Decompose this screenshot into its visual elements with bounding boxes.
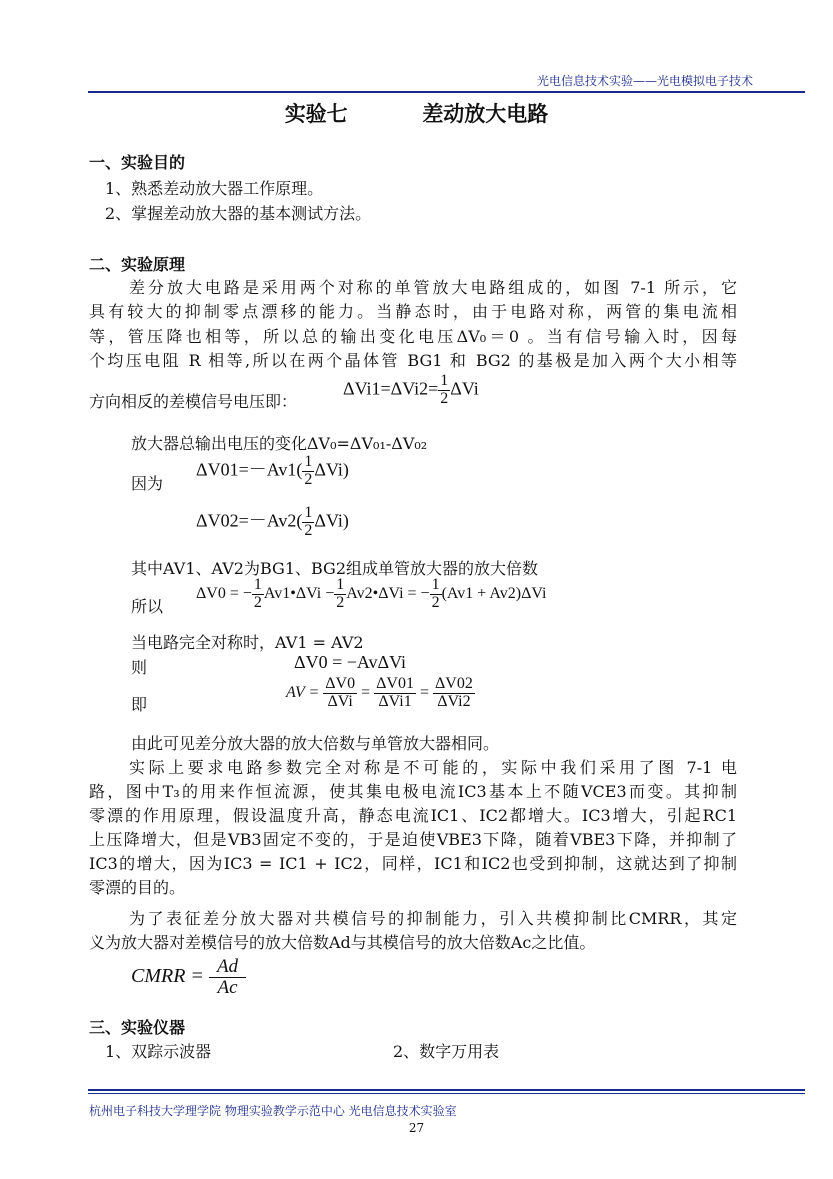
eq1-left: ΔVi1=ΔVi2= bbox=[343, 378, 439, 399]
conclusion-text: 由此可见差分放大器的放大倍数与单管放大器相同。 bbox=[131, 734, 500, 753]
eq4-frac2-num: 1 bbox=[336, 576, 345, 593]
eq6-f2n: ΔV01 bbox=[376, 675, 414, 692]
para3-last: 义为放大器对差模信号的放大倍数Ad与其模信号的放大倍数Ac之比值。 bbox=[89, 933, 596, 952]
header-rule bbox=[88, 91, 805, 93]
equation-1 bbox=[343, 373, 479, 408]
equation-2 bbox=[196, 454, 349, 489]
cmrr-num: Ad bbox=[209, 957, 246, 978]
eq4-frac3-num: 1 bbox=[431, 576, 440, 593]
title-part2: 差动放大电路 bbox=[422, 102, 549, 126]
eq6-f1d: ΔVi bbox=[327, 692, 353, 710]
page-number: 27 bbox=[408, 1121, 425, 1135]
para2-line2: 路，图中T₃的用来作恒流源，使其集电极电流IC3基本上不随VCE3而变。其抑制 bbox=[89, 782, 737, 801]
eq4-a: ΔV0 = − bbox=[196, 584, 252, 602]
para1-last: 方向相反的差模信号电压即： bbox=[89, 392, 298, 411]
footer-rule-thin bbox=[88, 1093, 805, 1094]
section3-heading: 三、实验仪器 bbox=[89, 1018, 186, 1037]
section2-heading: 二、实验原理 bbox=[89, 255, 186, 274]
para1-line3: 等，管压降也相等，所以总的输出变化电压ΔV₀＝0 。当有信号输入时，因每 bbox=[89, 327, 737, 346]
eq4-frac1-den: 2 bbox=[253, 593, 262, 611]
eq3-num: 1 bbox=[304, 504, 313, 521]
equation-3 bbox=[196, 505, 349, 540]
eq4-b: Av1•ΔVi − bbox=[263, 584, 335, 602]
eq6-f3d: ΔVi2 bbox=[437, 692, 471, 710]
para1-line1: 差分放大电路是采用两个对称的单管放大电路组成的，如图 7-1 所示，它 bbox=[129, 278, 737, 297]
eq6-eq1: = bbox=[361, 683, 371, 701]
eq6-av: AV = bbox=[286, 683, 320, 701]
para2-last: 零漂的目的。 bbox=[89, 878, 186, 897]
total-change-text: 放大器总输出电压的变化ΔV₀=ΔV₀₁-ΔV₀₂ bbox=[131, 434, 428, 453]
eq4-frac1 bbox=[252, 577, 264, 612]
para1-line2: 具有较大的抑制零点漂移的能力。当静态时，由于电路对称，两管的集电流相 bbox=[89, 302, 737, 321]
cmrr-left: CMRR = bbox=[131, 965, 204, 988]
eq4-d: (Av1 + Av2)ΔVi bbox=[441, 584, 547, 602]
para2-line3: 零漂的作用原理，假设温度升高，静态电流IC1、IC2都增大。IC3增大，引起RC1 bbox=[89, 806, 737, 825]
eq1-den: 2 bbox=[440, 389, 449, 407]
footer-rule-thick bbox=[88, 1089, 805, 1091]
eq6-f1n: ΔV0 bbox=[325, 675, 356, 692]
equation-5: ΔV0 = −AvΔVi bbox=[294, 652, 407, 672]
eq6-frac3 bbox=[433, 676, 475, 711]
instrument-2: 2、数字万用表 bbox=[393, 1042, 500, 1061]
eq1-fraction bbox=[438, 373, 450, 408]
eq1-num: 1 bbox=[440, 372, 449, 389]
eq4-frac3 bbox=[430, 577, 442, 612]
then-label: 则 bbox=[131, 658, 148, 677]
eq4-frac1-num: 1 bbox=[253, 576, 262, 593]
because-label: 因为 bbox=[131, 474, 164, 493]
cmrr-fraction bbox=[209, 957, 246, 998]
eq4-c: Av2•ΔVi = − bbox=[346, 584, 430, 602]
equation-6 bbox=[286, 676, 475, 711]
running-header: 光电信息技术实验——光电模拟电子技术 bbox=[536, 74, 753, 88]
eq3-fraction bbox=[302, 505, 314, 540]
instrument-1: 1、双踪示波器 bbox=[105, 1042, 212, 1061]
page-title bbox=[0, 98, 833, 128]
eq4-frac3-den: 2 bbox=[431, 593, 440, 611]
section1-heading: 一、实验目的 bbox=[89, 153, 186, 172]
ie-label: 即 bbox=[131, 695, 148, 714]
eq2-right: ΔVi) bbox=[314, 459, 349, 480]
eq6-f2d: ΔVi1 bbox=[378, 692, 412, 710]
cmrr-equation bbox=[131, 957, 246, 998]
eq4-frac2 bbox=[334, 577, 346, 612]
eq3-right: ΔVi) bbox=[314, 510, 349, 531]
para3-line1: 为了表征差分放大器对共模信号的抑制能力，引入共模抑制比CMRR，其定 bbox=[129, 909, 737, 928]
eq6-f3n: ΔV02 bbox=[435, 675, 473, 692]
eq6-frac1 bbox=[323, 676, 357, 711]
cmrr-den: Ac bbox=[217, 976, 238, 998]
eq4-frac2-den: 2 bbox=[336, 593, 345, 611]
objective-2: 2、掌握差动放大器的基本测试方法。 bbox=[105, 204, 372, 223]
equation-4 bbox=[196, 577, 546, 612]
eq2-den: 2 bbox=[304, 470, 313, 488]
para1-line4: 个均压电阻 R 相等,所以在两个晶体管 BG1 和 BG2 的基极是加入两个大小相等 bbox=[89, 351, 737, 370]
para2-line5: IC3的增大，因为IC3 = IC1 + IC2，同样，IC1和IC2也受到抑制，这就达到了抑制 bbox=[89, 854, 737, 873]
para2-line1: 实际上要求电路参数完全对称是不可能的，实际中我们采用了图 7-1 电 bbox=[129, 758, 737, 777]
eq3-left: ΔV02=－Av2( bbox=[196, 510, 303, 531]
footer-institution: 杭州电子科技大学理学院 物理实验教学示范中心 光电信息技术实验室 bbox=[89, 1104, 457, 1118]
eq2-left: ΔV01=－Av1( bbox=[196, 459, 303, 480]
eq1-right: ΔVi bbox=[450, 378, 479, 399]
where-text: 其中AV1、AV2为BG1、BG2组成单管放大器的放大倍数 bbox=[131, 559, 539, 578]
eq6-frac2 bbox=[374, 676, 416, 711]
eq3-den: 2 bbox=[304, 521, 313, 539]
symmetric-text: 当电路完全对称时，AV1 = AV2 bbox=[131, 633, 364, 652]
eq6-eq2: = bbox=[419, 683, 430, 701]
eq2-num: 1 bbox=[304, 453, 313, 470]
title-part1: 实验七 bbox=[284, 102, 348, 126]
so-label: 所以 bbox=[131, 597, 164, 616]
eq2-fraction bbox=[302, 454, 314, 489]
objective-1: 1、熟悉差动放大器工作原理。 bbox=[105, 179, 324, 198]
para2-line4: 上压降增大，但是VB3固定不变的，于是迫使VBE3下降，随着VBE3下降，并抑制了 bbox=[89, 830, 737, 849]
